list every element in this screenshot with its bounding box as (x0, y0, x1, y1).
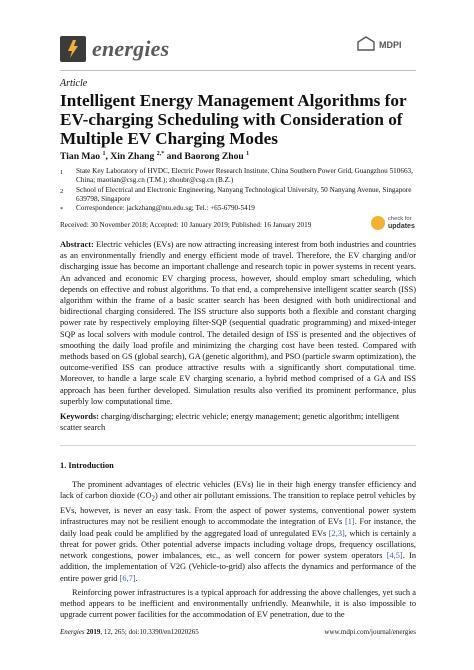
author-sup: 1 (246, 151, 250, 157)
abstract-label: Abstract: (60, 240, 94, 249)
header-divider (60, 70, 416, 71)
author-list: Tian Mao $^1$, Xin Zhang $^{2,*}$ and Baorong Zhou $^1$ (60, 151, 250, 163)
paragraph-text: , which is certainly a threat for power grids. Other potential adverse impacts including voltage drops, frequency oscillations, network congestions, power imbalances, etc., as well concern for power system operators (60, 528, 416, 561)
introduction-body (60, 479, 416, 621)
citation-link[interactable]: [6,7] (119, 573, 136, 583)
correspondence-text[interactable]: Correspondence: jackzhang@ntu.edu.sg; Tel.: +65-6790-5419 (76, 204, 255, 212)
keywords-text: charging/discharging; electric vehicle; energy management; genetic algorithm; intelligent scatter search (60, 412, 400, 433)
paragraph (60, 479, 416, 584)
footer-journal: Energies (60, 628, 85, 636)
subscript: 2 (151, 494, 155, 503)
author-name[interactable]: Xin Zhang (110, 151, 155, 163)
affiliation-mark: 1 (60, 169, 64, 176)
journal-logo-icon (60, 36, 86, 62)
paragraph-text: . (135, 573, 138, 583)
publication-dates: Received: 30 November 2018; Accepted: 10 January 2019; Published: 16 January 2019 (60, 221, 312, 229)
footer-doi[interactable]: , 12, 265; doi:10.3390/en12020265 (100, 628, 199, 636)
abstract (60, 239, 416, 407)
journal-name[interactable]: energies (92, 36, 170, 61)
citation-link[interactable]: [4,5] (386, 551, 403, 561)
paragraph: Reinforcing power infrastructures is a typical approach for addressing the above challenges, yet such a method appears to be inefficient and environmentally unfriendly. Meanwhile, it is also impossible to upgrade current power facilities for the accommodation of EV penetration, due to the (60, 587, 416, 620)
paragraph-text: ) and other air pollutant emissions. The transition to replace petrol vehicles by EVs, however, is never an easy task. From the aspect of power systems, conventional power system infrastructures may not be resilient enough to accommodate the integration of EVs (60, 491, 416, 527)
correspondence-mark: * (60, 206, 64, 213)
footer-year: 2019 (86, 628, 101, 636)
abstract-text: Electric vehicles (EVs) are now attracting increasing interest from both industries and countries as an environmentally friendly and energy efficient mode of travel. Therefore, the EV charging and/or discharging issue has become an important challenge and research topic in power systems in recent years. An advanced and economic EV charging process, however, should employ smart scheduling, which depends on effective and robust algorithms. To that end, a comprehensive intelligent scatter search (ISS) algorithm within the frame of a basic scatter search has been designed with both unidirectional and bidirectional charging considered. The ISS structure also supports both a flexible and constant charging power rate by respectively employing filter-SQP (sequential quadratic programming) and mixed-integer SQP as local solvers with module control. The detailed design of ISS is presented and the objectives of smoothing the daily load profile and minimizing the charging cost have been tested. Compared with methods based on GS (global search), GA (genetic algorithm), and PSO (particle swarm optimization), the outcome-verified ISS can produce attractive results with a significantly short computational time. Moreover, to handle a large scale EV charging scenario, a hybrid method comprised of a GA and ISS approach has been further developed. Simulation results also verified its prominent performance, plus superbly low computational time. (60, 240, 416, 406)
citation-link[interactable]: [1] (344, 517, 355, 527)
affiliation-text: School of Electrical and Electronic Engineering, Nanyang Technological University, 50 Nanyang Avenue, Singapore 639798, Singapore (76, 186, 412, 204)
affiliation-text: State Key Laboratory of HVDC, Electric Power Research Institute, China Southern Power Grid, Guangzhou 510663, China; maotian@csg.cn (T.M.); zhoubr@csg.cn (B.Z.) (76, 167, 413, 185)
check-updates-icon (371, 216, 385, 230)
author-joiner: and (166, 151, 183, 163)
keywords-label: Keywords: (60, 412, 99, 421)
paragraph-text: . In addition, the implementation of V2G (Vehicle-to-grid) also affects the dynamics and performance of the entire power grid (60, 551, 416, 583)
author-sup: 2,* (156, 151, 165, 157)
check-updates-line1: check for (388, 216, 412, 222)
publisher-name[interactable]: MDPI (379, 40, 402, 50)
section-divider (60, 445, 416, 446)
footer-url[interactable]: www.mdpi.com/journal/energies (324, 628, 416, 636)
paper-title: Intelligent Energy Management Algorithms for EV-charging Scheduling with Consideration of Multiple EV Charging Modes (60, 91, 407, 148)
keywords (60, 411, 416, 433)
paragraph-text: The prominent advantages of electric vehicles (EVs) lie in their high energy transfer efficiency and lack of carbon dioxide (CO (60, 480, 416, 501)
citation-link[interactable]: [2,3] (328, 528, 345, 538)
author-sup: 1 (102, 151, 106, 157)
article-type: Article (60, 78, 88, 89)
mdpi-logo-icon (357, 36, 375, 52)
author-name[interactable]: Tian Mao (60, 151, 101, 163)
section-heading: 1. Introduction (60, 461, 114, 470)
author-name[interactable]: Baorong Zhou (184, 151, 244, 163)
paragraph-text: . For instance, the daily load peak could be amplified by the aggregated load of unregulated EVs (60, 517, 416, 538)
check-updates-line2: updates (388, 223, 415, 230)
footer-citation (60, 628, 199, 636)
check-for-updates-button[interactable] (371, 214, 419, 236)
affiliation-mark: 2 (60, 188, 64, 195)
